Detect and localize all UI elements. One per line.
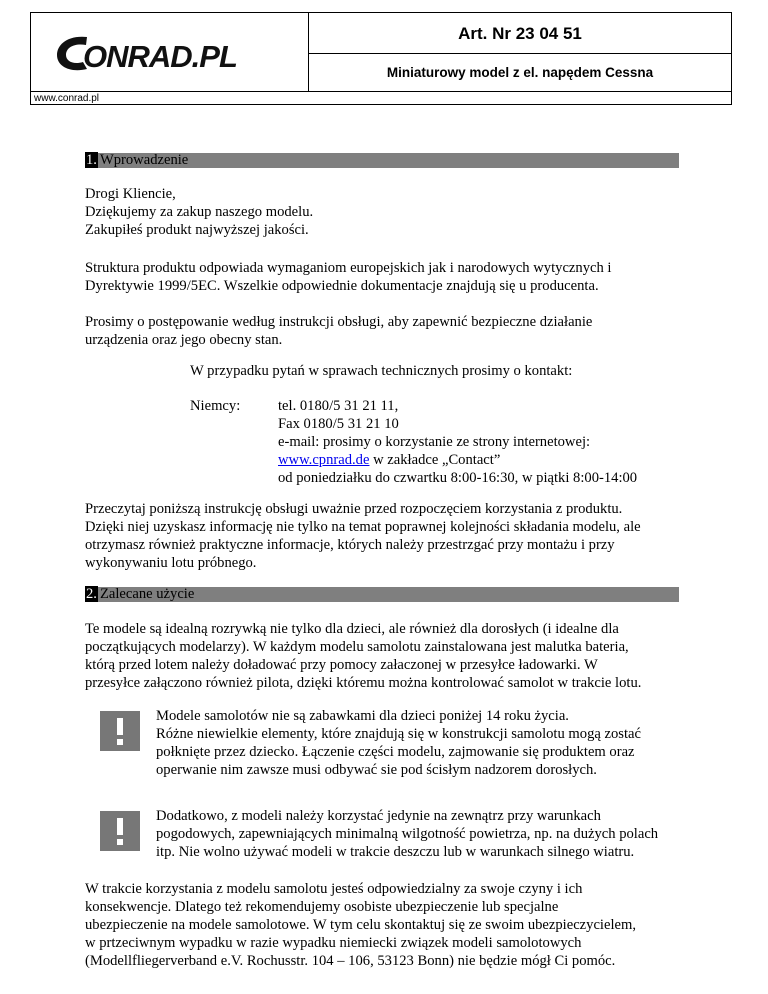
section-title: Zalecane użycie: [99, 586, 195, 602]
paragraph: [85, 259, 685, 295]
section-number: 2.: [86, 586, 97, 602]
text-line: itp. Nie wolno używać modeli w trakcie deszczu lub w warunkach silnego wiatru.: [156, 844, 635, 860]
text-line: urządzenia oraz jego obecny stan.: [85, 332, 283, 348]
text-line: Te modele są idealną rozrywką nie tylko dla dzieci, ale również dla dorosłych (i idealne dla: [85, 621, 619, 637]
text-line: wykonywaniu lotu próbnego.: [85, 555, 257, 571]
text-line: w prtzeciwnym wypadku w razie wypadku niemiecki związek modeli samolotowych: [85, 935, 582, 951]
text-line: Struktura produktu odpowiada wymaganiom europejskich jak i narodowych wytycznych i: [85, 260, 612, 276]
phone: tel. 0180/5 31 21 11,: [278, 398, 399, 414]
text-line: Dodatkowo, z modeli należy korzystać jedynie na zewnątrz przy warunkach: [156, 808, 601, 824]
warning-note-2: [156, 807, 696, 861]
paragraph: [85, 620, 685, 692]
section-title: Wprowadzenie: [99, 152, 189, 168]
hours: od poniedziałku do czwartku 8:00-16:30, w piątki 8:00-14:00: [278, 470, 638, 486]
text-line: Różne niewielkie elementy, które znajdują się w konstrukcji samolotu mogą zostać: [156, 726, 641, 742]
text-line: którą przed lotem należy doładować przy pomocy załaczonej w przesyłce ładowarki. W: [85, 657, 598, 673]
paragraph: [85, 313, 685, 349]
text-line: Prosimy o postępowanie według instrukcji obsługi, aby zapewnić bezpieczne działanie: [85, 314, 593, 330]
text-line: Przeczytaj poniższą instrukcję obsługi uważnie przed rozpoczęciem korzystania z produktu.: [85, 501, 623, 517]
section-heading-1: [85, 153, 679, 168]
header-url-row: [31, 91, 731, 105]
contact-intro: W przypadku pytań w sprawach technicznych prosimy o kontakt:: [190, 363, 573, 379]
text-line: początkujących modelarzy). W każdym modelu samolotu zainstalowana jest malutka bateria,: [85, 639, 629, 655]
text-line: pogodowych, zapewniających minimalną wilgotność powietrza, np. na dużych polach: [156, 826, 659, 842]
conrad-logo: [53, 31, 285, 75]
text-line: ubezpieczenie na modele samolotowe. W tym celu skontaktuj się ze swoim ubezpieczycielem,: [85, 917, 636, 933]
fax: Fax 0180/5 31 21 10: [278, 416, 399, 432]
warning-icon: [100, 711, 140, 751]
website-url[interactable]: www.conrad.pl: [34, 93, 100, 104]
website-tab-note: w zakładce „Contact”: [369, 452, 501, 468]
warning-icon: [100, 811, 140, 851]
section-heading-2: [85, 587, 679, 602]
section-number: 1.: [86, 152, 97, 168]
text-line: (Modellfliegerverband e.V. Rochusstr. 104 – 106, 53123 Bonn) nie będzie mógł Ci pomóc.: [85, 953, 616, 969]
document-header: [30, 12, 732, 105]
article-number: Art. Nr 23 04 51: [309, 13, 731, 54]
contact-details: [278, 397, 698, 487]
text-line: otrzymasz również praktyczne informacje, których należy przestrzgać przy montażu i przy: [85, 537, 615, 553]
text-line: konsekwencje. Dlatego też rekomendujemy osobiste ubezpieczenie lub specjalne: [85, 899, 559, 915]
text-line: Dzięki niej uzyskasz informację nie tylko na temat poprawnej kolejności składania modelu, ale: [85, 519, 641, 535]
website-line: [278, 451, 698, 469]
contact-country: Niemcy:: [190, 398, 241, 414]
text-line: połknięte przez dziecko. Łączenie części modelu, zajmowanie się produktem oraz: [156, 744, 635, 760]
text-line: W trakcie korzystania z modelu samolotu jesteś odpowiedzialny za swoje czyny i ich: [85, 881, 583, 897]
website-link[interactable]: www.cpnrad.de: [278, 452, 370, 468]
svg-text:ONRAD.PL: ONRAD.PL: [83, 39, 237, 74]
text-line: Dziękujemy za zakup naszego modelu.: [85, 204, 314, 220]
text-line: Modele samolotów nie są zabawkami dla dzieci poniżej 14 roku życia.: [156, 708, 569, 724]
product-name: Miniaturowy model z el. napędem Cessna: [386, 65, 654, 80]
text-line: Zakupiłeś produkt najwyższej jakości.: [85, 222, 309, 238]
greeting-paragraph: [85, 185, 685, 239]
text-line: Dyrektywie 1999/5EC. Wszelkie odpowiednie dokumentacje znajdują się u producenta.: [85, 278, 599, 294]
email-note: e-mail: prosimy o korzystanie ze strony internetowej:: [278, 434, 591, 450]
logo-cell: [31, 13, 309, 91]
text-line: przesyłce załączono również pilota, dzięki któremu można kontrolować samolot w trakcie lotu.: [85, 675, 642, 691]
warning-note-1: [156, 707, 696, 779]
text-line: operwanie nim zawsze musi odbywać sie pod ścisłym nadzorem dorosłych.: [156, 762, 597, 778]
paragraph: [85, 880, 685, 970]
text-line: Drogi Kliencie,: [85, 186, 176, 202]
paragraph: [85, 500, 685, 572]
